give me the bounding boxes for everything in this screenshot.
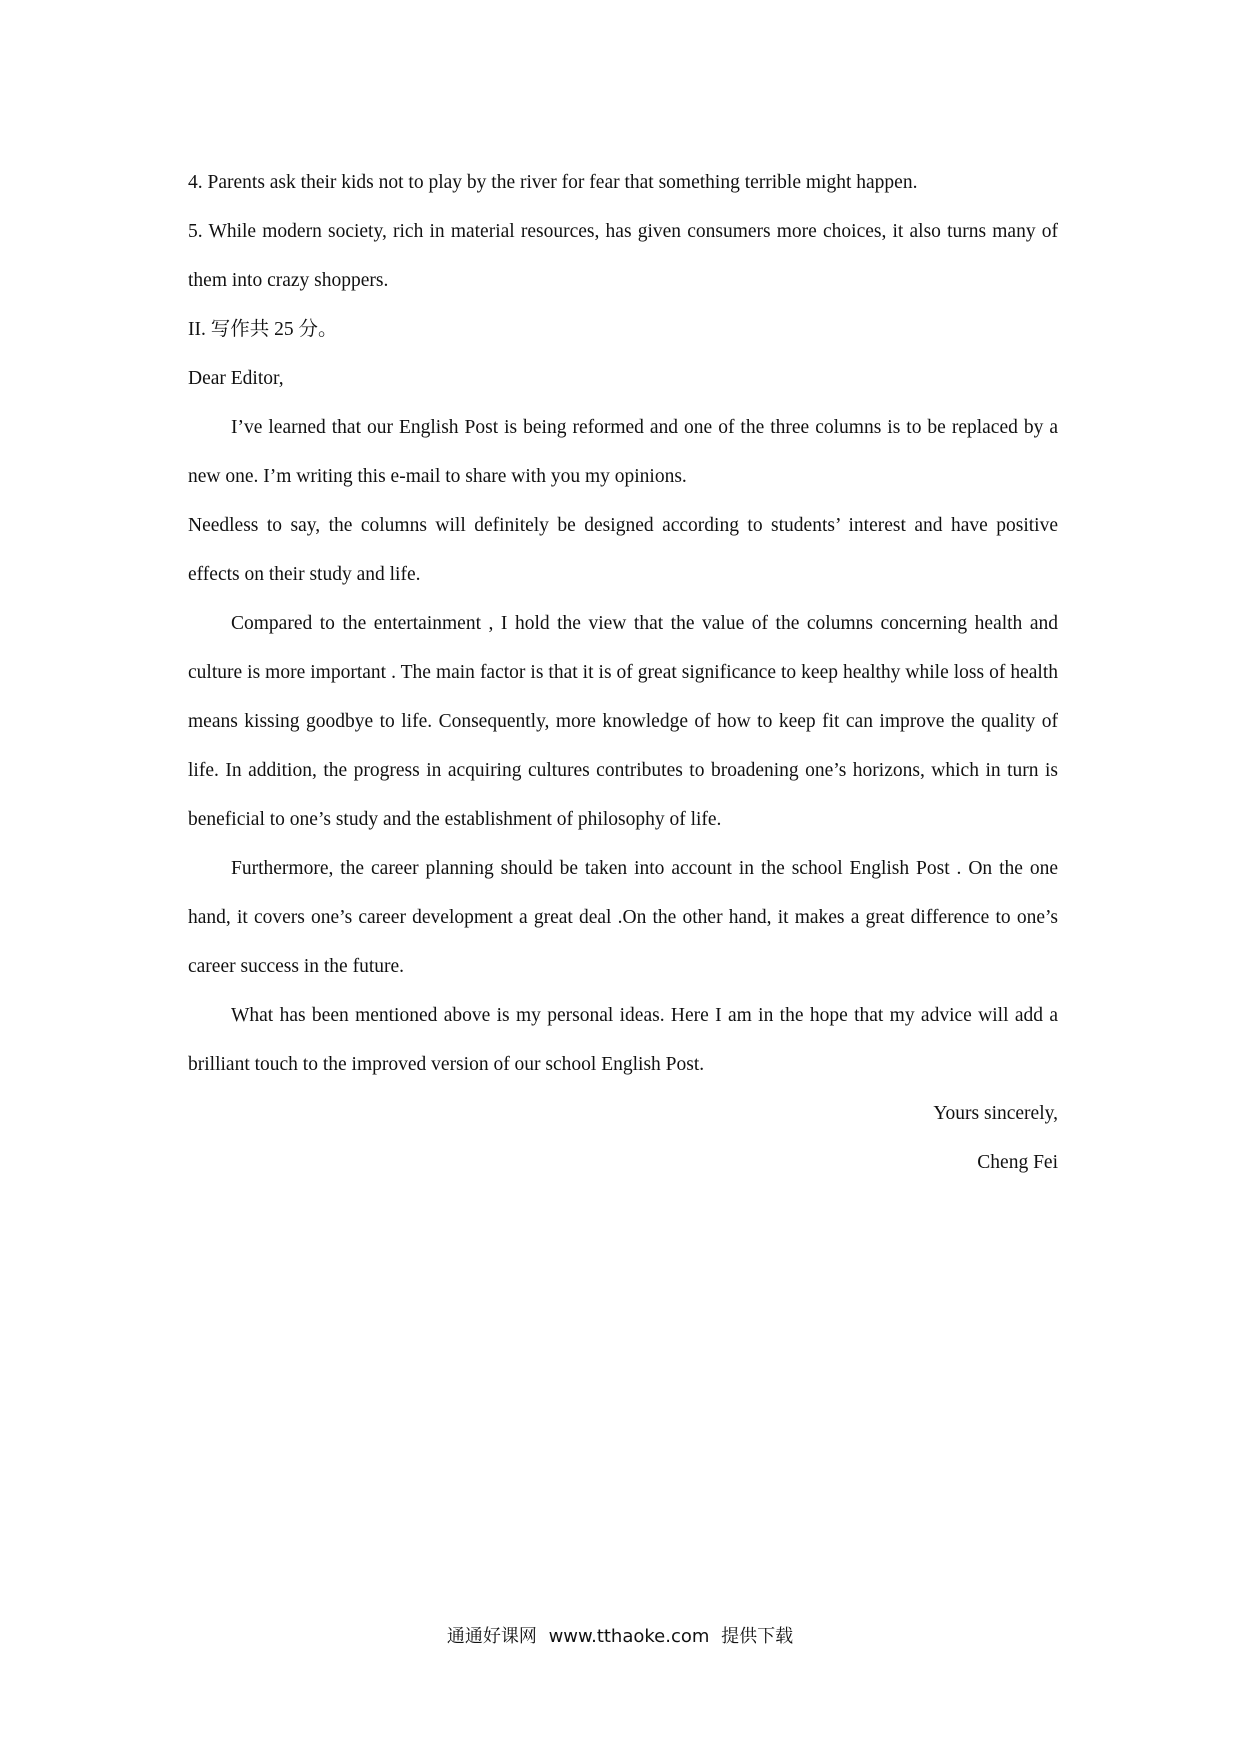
- letter-paragraph-health-culture: Compared to the entertainment , I hold the view that the value of the columns concerning health and culture is more important . The main factor is that it is of great significance to keep healthy while loss of health means kissing goodbye to life. Consequently, more knowledge of how to keep fit can improve the quality of life. In addition, the progress in acquiring cultures contributes to broadening one’s horizons, which in turn is beneficial to one’s study and the establishment of philosophy of life.: [188, 613, 1058, 830]
- document-page: [188, 158, 1058, 1187]
- letter-salutation: Dear Editor,: [188, 368, 284, 389]
- letter-paragraph-intro: I’ve learned that our English Post is being reformed and one of the three columns is to be replaced by a new one. I’m writing this e-mail to share with you my opinions.: [188, 417, 1058, 487]
- answer-item-4: 4. Parents ask their kids not to play by the river for fear that something terrible might happen.: [188, 172, 918, 193]
- footer-source-note: 通通好课网 www.tthaoke.com 提供下载: [446, 1626, 794, 1647]
- letter-closing: Yours sincerely,: [933, 1103, 1058, 1124]
- letter-paragraph-conclusion: What has been mentioned above is my personal ideas. Here I am in the hope that my advice will add a brilliant touch to the improved version of our school English Post.: [188, 1005, 1058, 1075]
- letter-paragraph-career: Furthermore, the career planning should be taken into account in the school English Post . On the one hand, it covers one’s career development a great deal .On the other hand, it makes a great difference to one’s career success in the future.: [188, 858, 1058, 977]
- answer-item-5: 5. While modern society, rich in material resources, has given consumers more choices, it also turns many of them into crazy shoppers.: [188, 221, 1058, 291]
- letter-signature: Cheng Fei: [977, 1152, 1058, 1173]
- letter-paragraph-needless: Needless to say, the columns will definitely be designed according to students’ interest and have positive effects on their study and life.: [188, 515, 1058, 585]
- section-heading-writing: II. 写作共 25 分。: [188, 319, 338, 340]
